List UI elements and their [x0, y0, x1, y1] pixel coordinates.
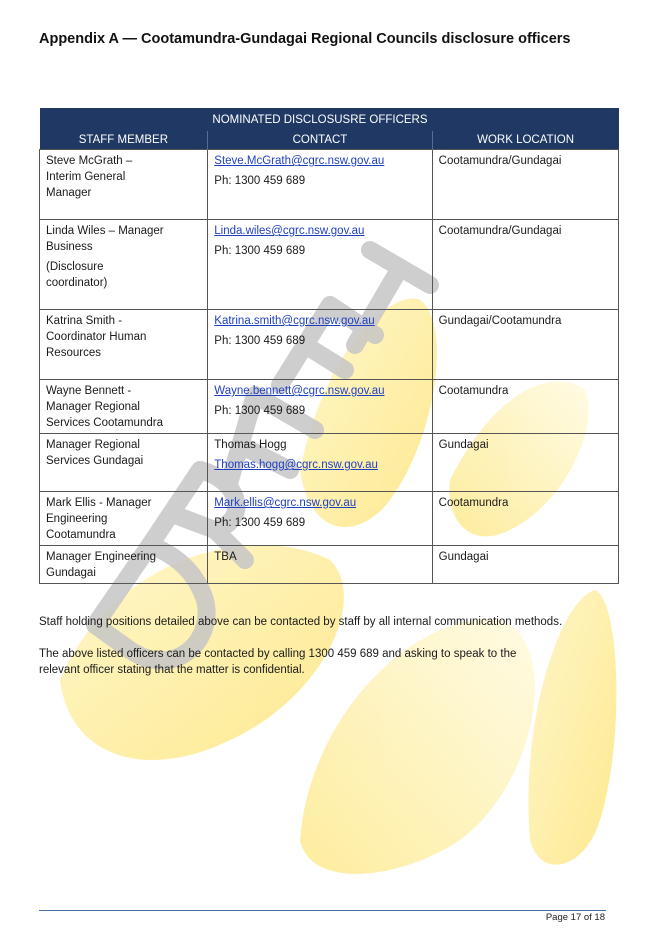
staff-member-cell: Steve McGrath – Interim General Manager	[40, 150, 208, 220]
email-link[interactable]: Steve.McGrath@cgrc.nsw.gov.au	[214, 155, 385, 167]
contact-cell	[208, 380, 432, 434]
footer-divider	[39, 910, 606, 911]
phone-number: Ph: 1300 459 689	[214, 175, 306, 187]
contact-cell	[208, 492, 432, 546]
table-row	[40, 380, 619, 434]
contact-cell	[208, 220, 432, 310]
table-row	[40, 492, 619, 546]
contact-cell	[208, 434, 432, 492]
work-location-cell: Cootamundra/Gundagai	[432, 150, 618, 220]
paragraph-phone-instructions: The above listed officers can be contacted by calling 1300 459 689 and asking to speak to the relevant officer stating that the matter is confidential.	[39, 648, 517, 676]
staff-member-cell: Katrina Smith - Coordinator Human Resources	[40, 310, 208, 380]
table-title-cell	[40, 108, 208, 131]
disclosure-officers-table	[39, 108, 619, 584]
work-location-cell: Cootamundra	[432, 492, 618, 546]
paragraph-contact-methods: Staff holding positions detailed above can be contacted by staff by all internal communication methods.	[39, 616, 563, 628]
email-link[interactable]: Katrina.smith@cgrc.nsw.gov.au	[214, 315, 375, 327]
contact-cell	[208, 546, 432, 584]
column-header-contact: CONTACT	[208, 131, 432, 150]
column-header-work-location: WORK LOCATION	[432, 131, 618, 150]
phone-number: Ph: 1300 459 689	[214, 245, 306, 257]
table-row	[40, 434, 619, 492]
table-row	[40, 220, 619, 310]
phone-number: Ph: 1300 459 689	[214, 335, 306, 347]
email-link[interactable]: Mark.ellis@cgrc.nsw.gov.au	[214, 497, 357, 509]
email-link[interactable]: Wayne.bennett@cgrc.nsw.gov.au	[214, 385, 385, 397]
work-location-cell: Gundagai/Cootamundra	[432, 310, 618, 380]
table-row	[40, 150, 619, 220]
email-link[interactable]: Thomas.hogg@cgrc.nsw.gov.au	[214, 459, 378, 471]
page-number: Page 17 of 18	[545, 912, 605, 923]
table-row	[40, 310, 619, 380]
work-location-cell: Cootamundra	[432, 380, 618, 434]
contact-cell	[208, 310, 432, 380]
phone-number: Ph: 1300 459 689	[214, 405, 306, 417]
table-title-cell-right	[432, 108, 618, 131]
work-location-cell: Cootamundra/Gundagai	[432, 220, 618, 310]
phone-number: Ph: 1300 459 689	[214, 517, 306, 529]
work-location-cell: Gundagai	[432, 546, 618, 584]
staff-member-cell: Manager Regional Services Gundagai	[40, 434, 208, 492]
table-title: NOMINATED DISCLOSUSRE OFFICERS	[208, 108, 432, 131]
contact-name: TBA	[214, 551, 237, 563]
contact-cell	[208, 150, 432, 220]
email-link[interactable]: Linda.wiles@cgrc.nsw.gov.au	[214, 225, 365, 237]
table-row	[40, 546, 619, 584]
contact-name: Thomas Hogg	[214, 439, 287, 451]
staff-member-cell: Linda Wiles – Manager Business (Disclosure coordinator)	[40, 220, 208, 310]
page-heading: Appendix A — Cootamundra-Gundagai Regional Councils disclosure officers	[39, 31, 571, 47]
work-location-cell: Gundagai	[432, 434, 618, 492]
staff-member-cell: Manager Engineering Gundagai	[40, 546, 208, 584]
staff-member-cell: Mark Ellis - Manager Engineering Cootamundra	[40, 492, 208, 546]
column-header-staff-member: STAFF MEMBER	[40, 131, 208, 150]
staff-member-cell: Wayne Bennett - Manager Regional Services Cootamundra	[40, 380, 208, 434]
